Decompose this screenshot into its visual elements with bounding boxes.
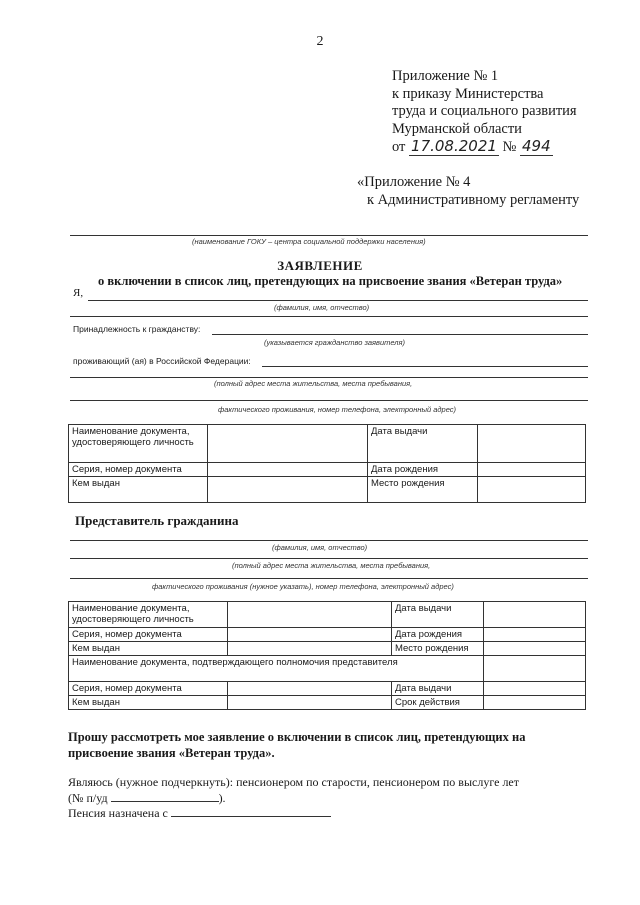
doc-name-value[interactable] [208,425,368,463]
date-prefix: от [392,139,406,155]
issued-by-value[interactable] [208,477,368,503]
issue-date-label: Дата выдачи [368,425,478,463]
birth-date-value[interactable] [478,463,586,477]
residing-field-line[interactable] [262,366,588,367]
authority-series-value[interactable] [228,682,392,696]
rep-birth-place-label: Место рождения [392,642,484,656]
issue-date-value[interactable] [478,425,586,463]
fio-extra-line[interactable] [70,316,588,317]
appendix-1-header [392,68,577,157]
appendix-1-line3: труда и социального развития [392,103,577,119]
rep-fio-caption: (фамилия, имя, отчество) [272,543,368,552]
authority-issue-date-value[interactable] [484,682,586,696]
authority-issued-by-value[interactable] [228,696,392,710]
rep-series-value[interactable] [228,628,392,642]
rep-doc-name-value[interactable] [228,602,392,628]
pension-since-label: Пенсия назначена с [68,806,168,820]
rep-doc-name-label: Наименование документа, удостоверяющего личность [69,602,228,628]
pensioner-line: Являюсь (нужное подчеркнуть): пенсионером по старости, пенсионером по выслуге лет [68,775,520,789]
authority-doc-value[interactable] [484,656,586,682]
appendix-1-line1: Приложение № 1 [392,68,499,84]
series-label: Серия, номер документа [69,463,208,477]
authority-series-label: Серия, номер документа [69,682,228,696]
pension-id-line [68,790,226,806]
validity-value[interactable] [484,696,586,710]
rep-issued-by-value[interactable] [228,642,392,656]
rep-birth-place-value[interactable] [484,642,586,656]
ya-label: Я, [73,287,84,299]
authority-doc-label: Наименование документа, подтверждающего полномочия представителя [69,656,484,682]
appendix-1-line4: Мурманской области [392,120,522,137]
residing-label: проживающий (ая) в Российской Федерации: [73,356,251,366]
pension-since-line [68,805,331,821]
rep-issue-date-value[interactable] [484,602,586,628]
series-value[interactable] [208,463,368,477]
form-subtitle: о включении в список лиц, претендующих на присвоение звания «Ветеран труда» [98,274,563,288]
address-caption-1: (полный адрес места жительства, места пребывания, [214,379,413,388]
appendix-4-header [357,173,579,209]
rep-issued-by-label: Кем выдан [69,642,228,656]
address-caption-2: фактического проживания, номер телефона, электронный адрес) [218,405,457,414]
address-field-line-1[interactable] [70,377,588,378]
fio-field-line[interactable] [88,300,588,301]
pension-id-field[interactable] [111,790,219,802]
authority-issued-by-label: Кем выдан [69,696,228,710]
citizenship-field-line[interactable] [212,334,588,335]
authority-issue-date-label: Дата выдачи [392,682,484,696]
request-text: Прошу рассмотреть мое заявление о включении в список лиц, претендующих на присвоение звания «Ветеран труда». [68,730,526,760]
fio-caption: (фамилия, имя, отчество) [274,303,370,312]
issued-by-label: Кем выдан [69,477,208,503]
rep-address-caption-1: (полный адрес места жительства, места пребывания, [232,561,431,570]
goku-field-line[interactable] [70,235,588,236]
appendix-4-line1: «Приложение № 4 [357,174,471,190]
rep-issue-date-label: Дата выдачи [392,602,484,628]
pension-since-field[interactable] [171,805,331,817]
citizenship-caption: (указывается гражданство заявителя) [264,338,406,347]
rep-birth-date-value[interactable] [484,628,586,642]
rep-birth-date-label: Дата рождения [392,628,484,642]
applicant-id-table [68,424,586,503]
doc-name-label: Наименование документа, удостоверяющего личность [69,425,208,463]
representative-table [68,601,586,710]
rep-address-line-2[interactable] [70,578,588,579]
rep-fio-line[interactable] [70,540,588,541]
birth-date-label: Дата рождения [368,463,478,477]
form-title: ЗАЯВЛЕНИЕ [277,258,363,273]
number-prefix: № [502,139,517,155]
rep-address-line-1[interactable] [70,558,588,559]
appendix-4-line2: к Административному регламенту [367,192,580,208]
page-number: 2 [316,34,324,49]
validity-label: Срок действия [392,696,484,710]
address-field-line-2[interactable] [70,400,588,401]
birth-place-label: Место рождения [368,477,478,503]
appendix-1-line2: к приказу Министерства [392,85,544,102]
pension-id-suffix: ). [218,791,226,805]
order-number-handwritten: 494 [522,137,551,155]
representative-heading: Представитель гражданина [75,513,239,528]
citizenship-label: Принадлежность к гражданству: [73,324,201,334]
rep-address-caption-2: фактического проживания (нужное указать), номер телефона, электронный адрес) [152,582,454,591]
pension-id-prefix: (№ п/уд [68,791,108,805]
order-date-handwritten: 17.08.2021 [411,137,497,155]
rep-series-label: Серия, номер документа [69,628,228,642]
order-date-line [392,138,577,157]
birth-place-value[interactable] [478,477,586,503]
goku-caption: (наименование ГОКУ – центра социальной поддержки населения) [192,237,426,246]
